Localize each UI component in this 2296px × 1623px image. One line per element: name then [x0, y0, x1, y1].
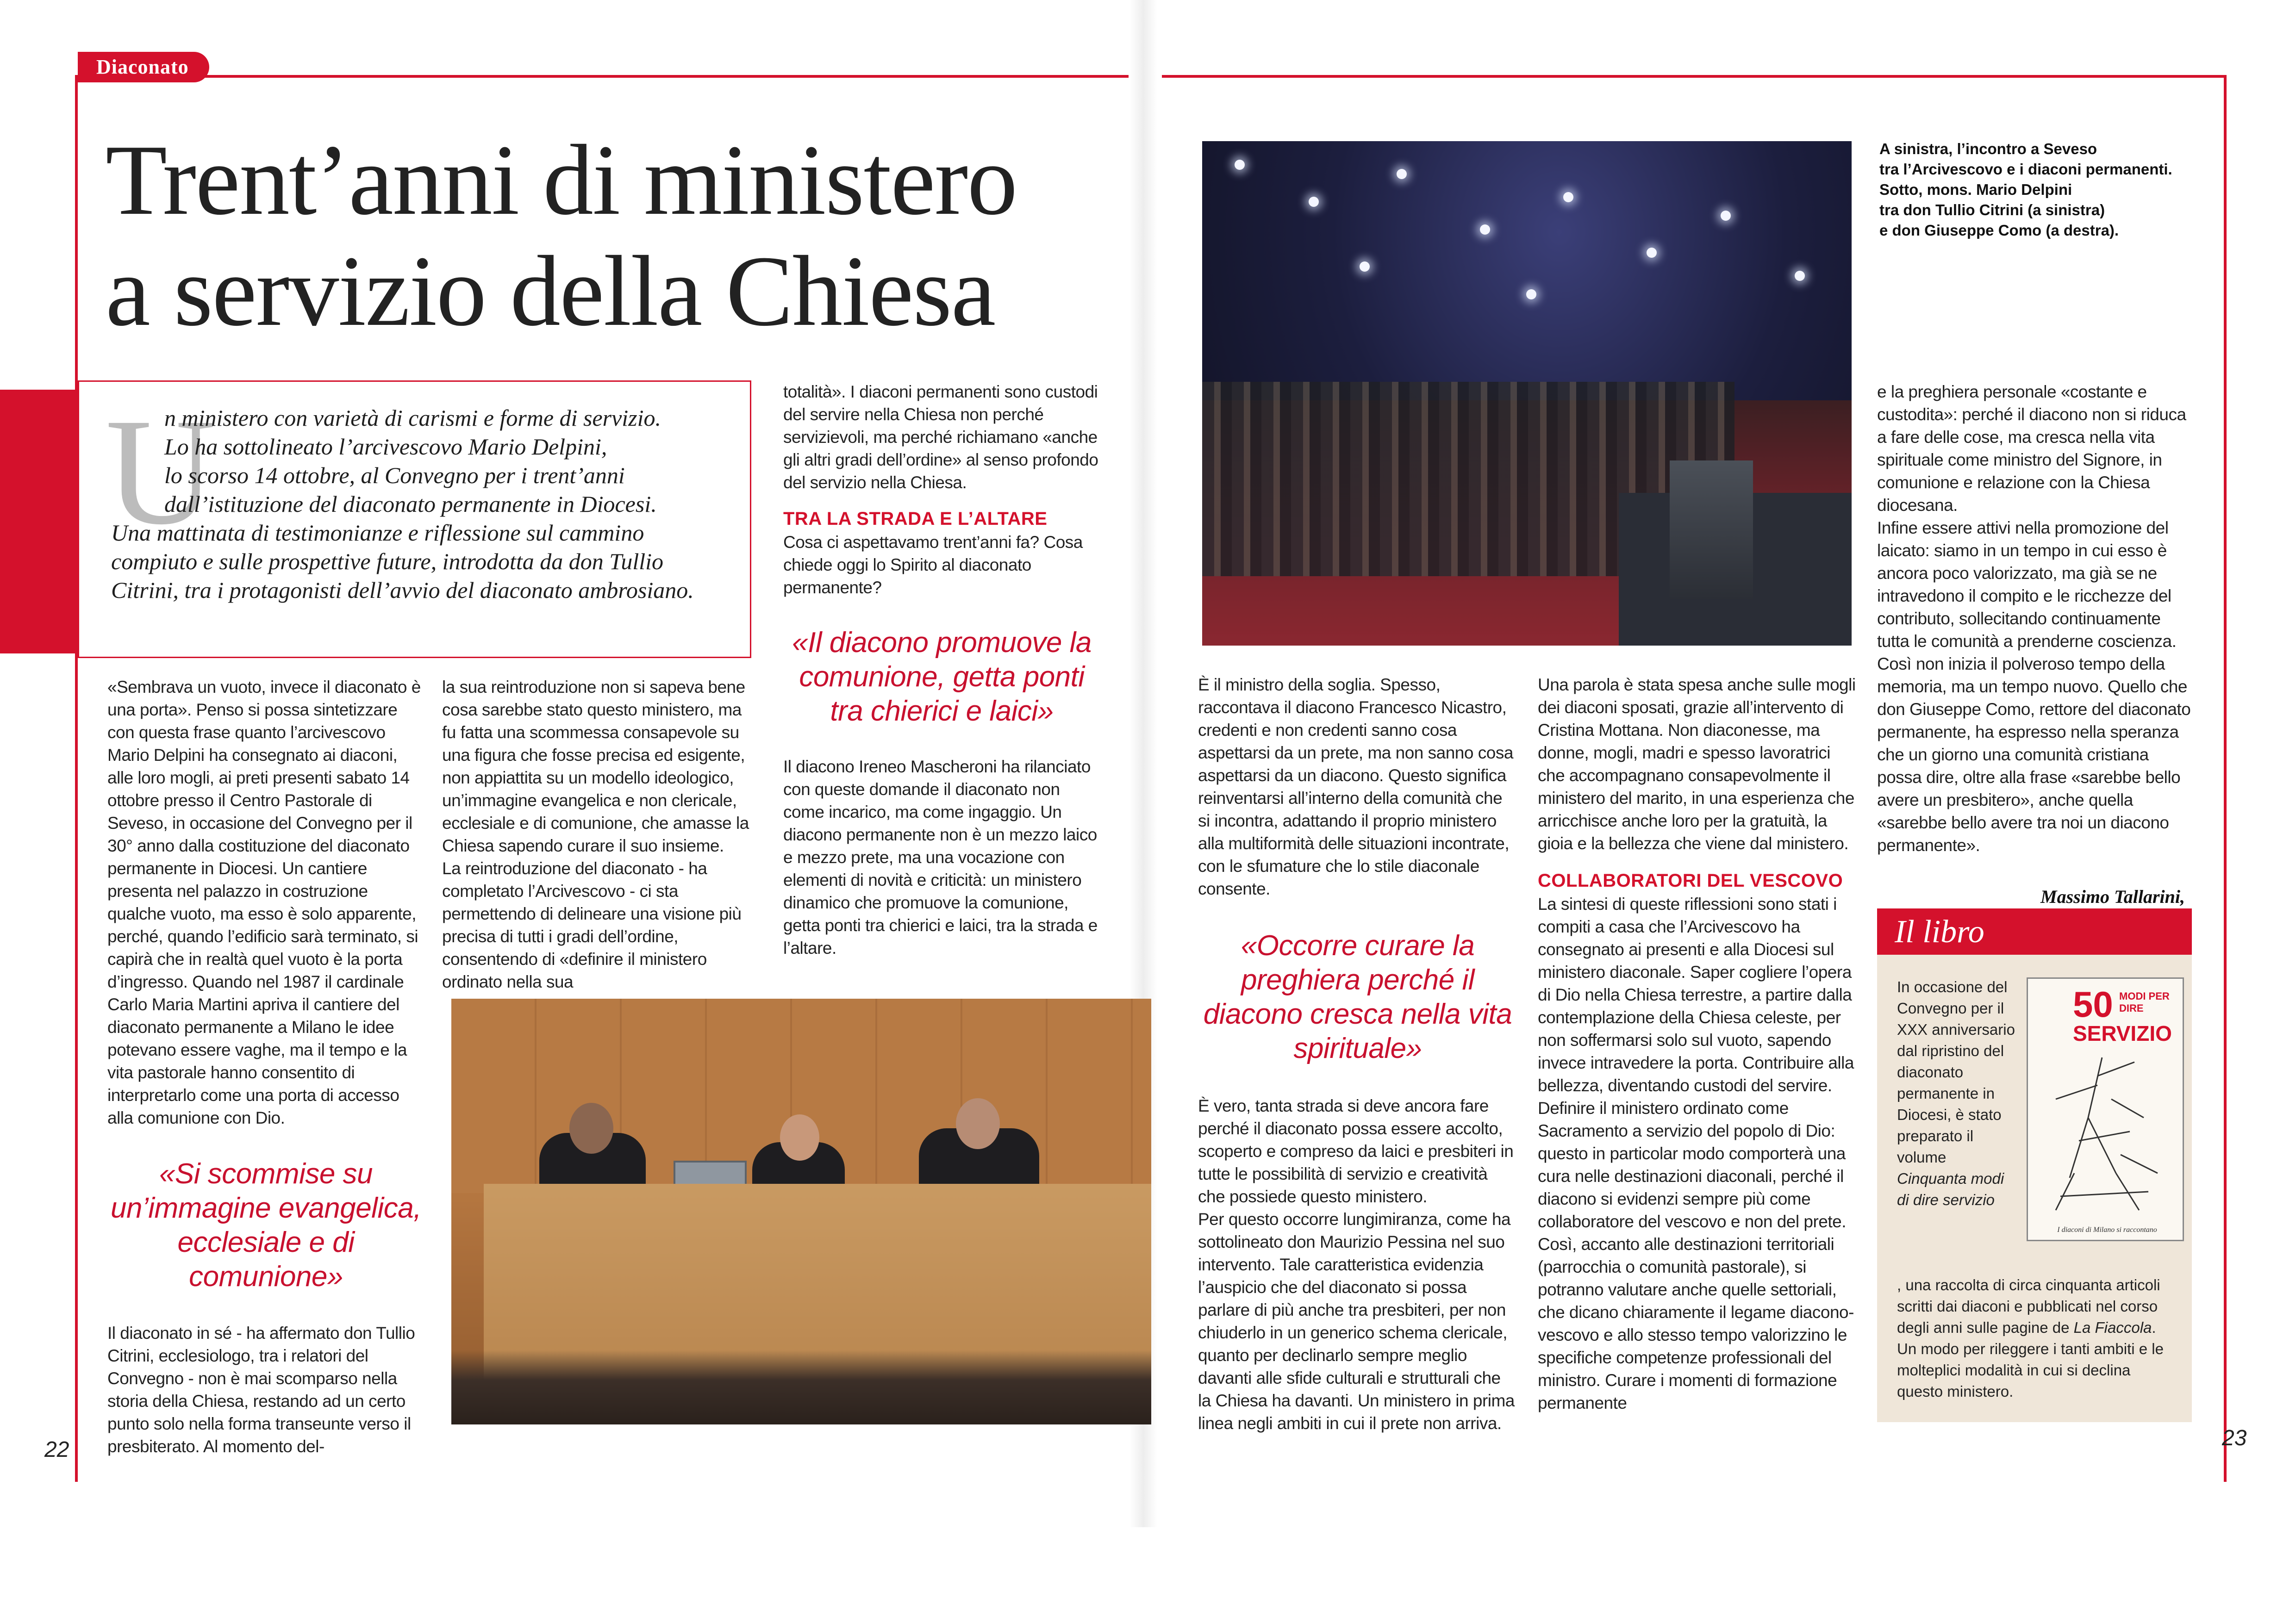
lead-paragraph — [111, 404, 736, 604]
photo-speakers-panel — [451, 999, 1151, 1424]
title-line-2: a servizio della Chiesa — [106, 236, 995, 347]
pull-quote: «Si scommise su un’immagine evangelica, ecclesiale e di comunione» — [111, 1158, 421, 1293]
photo-head-left — [569, 1103, 613, 1154]
book-cover-subtitle: I diaconi di Milano si raccontano — [2057, 1226, 2157, 1234]
book-cover-title: SERVIZIO — [2073, 1021, 2172, 1045]
title-line-1: Trent’anni di ministero — [106, 124, 1017, 236]
lead-line-5: Una mattinata di testimonianze e riflessione sul cammino — [111, 520, 644, 546]
magazine-title: La Fiaccola — [2073, 1319, 2152, 1336]
column-left-2 — [442, 676, 759, 993]
paragraph: Infine essere attivi nella promozione del laicato: siamo in un tempo in cui esso è ancora poco valorizzato, ma già se ne intravedono il compito e le ricchezze del contributo, sollecitando continuamente tutta le comunità a prenderne coscienza. Così non inizia il polveroso tempo della memoria, ma un tempo nuovo. Quello che don Giuseppe Como, rettore del diaconato permanente, ha espresso nella speranza che un giorno una comunità cristiana possa dire, oltre alla frase «sarebbe bello avere un presbitero», anche quella «sarebbe bello avere tra noi un diacono permanente». — [1877, 518, 2191, 855]
section-tag: Diaconato — [78, 52, 209, 82]
top-rule-right — [1162, 75, 2227, 78]
lead-line-2: Lo ha sottolineato l’arcivescovo Mario Delpini, — [164, 434, 607, 460]
column-right-2 — [1538, 673, 1857, 1414]
paragraph: È vero, tanta strada si deve ancora fare perché il diaconato possa essere accolto, scoperto e compreso da laici e presbiteri in tutte le possibilità di servizio e creatività che possiede questo ministero. — [1198, 1096, 1514, 1206]
column-right-1 — [1198, 673, 1517, 1435]
paragraph: Per questo occorre lungimiranza, come ha sottolineato don Maurizio Pessina nel suo intervento. Tale caratteristica evidenzia l’auspicio che del diaconato si possa parlare di più anche tra presbiteri, per non chiuderlo in un generico schema clericale, quanto per declinarlo sempre meglio davanti alle sfide culturali e strutturali che la Chiesa ha davanti. Un ministero in prima linea negli ambiti in cui il prete non arriva. — [1198, 1210, 1515, 1433]
caption-line: Sotto, mons. Mario Delpini — [1879, 181, 2072, 198]
paragraph: La reintroduzione del diaconato - ha completato l’Arcivescovo - ci sta permettendo di delineare una visione più precisa di tutti i gradi dell’ordine, consentendo di «definire il ministero ordinato nella sua — [442, 859, 742, 991]
paragraph: e la preghiera personale «costante e custodita»: perché il diacono non si riduca a fare delle cose, ma cresca nella vita spirituale come ministro del Signore, in comunione e relazione con la Chiesa diocesana. — [1877, 382, 2186, 515]
photo-caption — [1879, 139, 2203, 241]
article-title — [106, 125, 1031, 347]
paragraph: È il ministro della soglia. Spesso, raccontava il diacono Francesco Nicastro, credenti e non credenti sanno cosa aspettarsi da un prete, ma non sanno cosa aspettarsi da un diacono. Questo significa reinventarsi all’interno della comunità che si incontra, adattando il proprio ministero alla multiformità delle situazioni incontrate, con le sfumature che lo stile diaconale consente. — [1198, 675, 1513, 898]
pull-quote: «Il diacono promuove la comunione, getta ponti tra chierici e laici» — [792, 627, 1092, 727]
book-text-bottom — [1897, 1275, 2179, 1402]
caption-line: e don Giuseppe Como (a destra). — [1879, 222, 2119, 239]
subheading: COLLABORATORI DEL VESCOVO — [1538, 871, 1843, 891]
paragraph: Cosa ci aspettavamo trent’anni fa? Cosa chiede oggi lo Spirito al diaconato permanente? — [783, 533, 1083, 597]
caption-line: tra don Tullio Citrini (a sinistra) — [1879, 201, 2105, 218]
book-text: In occasione del Convegno per il XXX anniversario dal ripristino del diaconato permanente in Diocesi, è stato preparato il volume — [1897, 978, 2015, 1166]
paragraph: la sua reintroduzione non si sapeva bene cosa sarebbe stato questo ministero, ma fu fatta una scommessa consapevole su una figura che fosse precisa ed esigente, non appiattita su un modello ideologico, un’immagine evangelica e non clericale, ecclesiale e di comunione, che amasse la Chiesa sapendo curare il suo insieme. — [442, 678, 749, 855]
photo-audience — [451, 1350, 1151, 1424]
page-number-left: 22 — [44, 1437, 69, 1462]
page-number-right: 23 — [2222, 1426, 2247, 1450]
paragraph: Il diacono Ireneo Mascheroni ha rilanciato con queste domande il diaconato non come incarico, ma come ingaggio. Un diacono permanente non è un mezzo laico e mezzo prete, ma una vocazione con elementi di novità e criticità: un ministero dinamico che promuove la comunione, getta ponti tra chierici e laici, tra la strada e l’altare. — [783, 757, 1098, 958]
caption-line: tra l’Arcivescovo e i diaconi permanenti. — [1879, 161, 2172, 178]
book-title: Cinquanta modi di dire servizio — [1897, 1170, 2004, 1208]
caption-line: A sinistra, l’incontro a Seveso — [1879, 140, 2097, 157]
paragraph: totalità». I diaconi permanenti sono custodi del servire nella Chiesa non perché servizievoli, ma perché richiamano «anche gli altri gradi dell’ordine» al senso profondo del servizio nella Chiesa. — [783, 382, 1098, 492]
column-left-1 — [107, 676, 424, 1458]
book-text: , una raccolta di circa cinquanta articoli scritti dai diaconi e pubblicati nel corso degli anni sulle pagine de — [1897, 1276, 2160, 1336]
paragraph: «Sembrava un vuoto, invece il diaconato è una porta». Penso si possa sintetizzare con questa frase quanto l’arcivescovo Mario Delpini ha consegnato ai diaconi, alle loro mogli, ai preti presenti sabato 14 ottobre presso il Centro Pastorale di Seveso, in occasione del Convegno per il 30° anno dalla costituzione del diaconato permanente in Diocesi. Un cantiere presenta nel palazzo in costruzione qualche vuoto, ma esso è solo apparente, perché, quando l’edificio sarà terminato, si capirà che in realtà quel vuoto è la porta d’ingresso. Quando nel 1987 il cardinale Carlo Maria Martini apriva il cantiere del diaconato permanente a Milano le idee potevano essere vaghe, ma il tempo e la vita pastorale hanno consentito di interpretarlo come una porta di accesso alla comunione con Dio. — [107, 678, 421, 1127]
paragraph: Il diaconato in sé - ha affermato don Tullio Citrini, ecclesiologo, tra i relatori del Convegno - non è mai scomparso nella storia della Chiesa, restando ad un certo punto solo nella forma transeunte verso il presbiterato. Al momento del- — [107, 1324, 415, 1456]
photo-head-center — [780, 1114, 819, 1161]
lead-line-6: compiuto e sulle prospettive future, introdotta da don Tullio — [111, 548, 663, 574]
author-name: Massimo Tallarini, — [2040, 886, 2185, 907]
photo-conference-hall — [1202, 141, 1852, 646]
book-box-heading: Il libro — [1895, 914, 1984, 950]
lead-line-1: n ministero con varietà di carismi e forme di servizio. — [164, 405, 661, 431]
top-rule-left — [78, 75, 1129, 78]
lead-dropcap: U — [106, 387, 216, 556]
lead-line-4: dall’istituzione del diaconato permanente in Diocesi. — [164, 491, 657, 517]
paragraph: La sintesi di queste riflessioni sono stati i compiti a casa che l’Arcivescovo ha consegnato ai presenti e alla Diocesi sul ministero diaconale. Saper cogliere l’opera di Dio nella Chiesa terrestre, a partire dalla contemplazione della Chiesa celeste, per non soffermarsi solo sul vuoto, sapendo invece intravedere la porta. Contribuire alla bellezza, diventando custodi del servire. Definire il ministero ordinato come Sacramento a servizio del popolo di Dio: questo in particolar modo comporterà una cura nelle destinazioni diaconali, perché il diacono si evidenzi sempre più come collaboratore del vescovo e non del prete. Così, accanto alle destinazioni territoriali (parrocchia o comunità pastorale), si potranno valutare anche quelle settoriali, che dicano chiaramente il legame diacono-vescovo e allo stesso tempo valorizzino le specifiche competenze professionali del ministro. Curare i momenti di formazione permanente — [1538, 895, 1854, 1412]
book-cover-number: 50 — [2073, 984, 2113, 1025]
lead-line-7: Citrini, tra i protagonisti dell’avvio del diaconato ambrosiano. — [111, 577, 694, 603]
column-left-3 — [783, 380, 1100, 959]
photo-podium — [1670, 460, 1753, 599]
subheading: TRA LA STRADA E L’ALTARE — [783, 509, 1048, 529]
photo-head-right — [956, 1098, 1000, 1149]
lead-line-3: lo scorso 14 ottobre, al Convegno per i trent’anni — [164, 462, 625, 488]
pull-quote: «Occorre curare la preghiera perché il diacono cresca nella vita spirituale» — [1203, 930, 1512, 1064]
book-text-top — [1897, 976, 2017, 1211]
left-margin-rule — [75, 75, 78, 1482]
paragraph: Una parola è stata spesa anche sulle mogli dei diaconi sposati, grazie all’intervento di Cristina Mottana. Non diaconesse, ma donne, mogli, madri e spesso lavoratrici che accompagnano consapevolmente il ministero del marito, in una esperienza che arricchisce anche loro per la gratuità, la gioia e la bellezza che viene dal ministero. — [1538, 675, 1856, 853]
column-right-3 — [1877, 380, 2196, 857]
book-text: . Un modo per rileggere i tanti ambiti e le molteplici modalità in cui si declina questo ministero. — [1897, 1319, 2164, 1400]
book-cover-modi: MODI PER DIRE — [2119, 990, 2170, 1014]
right-margin-rule — [2224, 75, 2227, 1482]
